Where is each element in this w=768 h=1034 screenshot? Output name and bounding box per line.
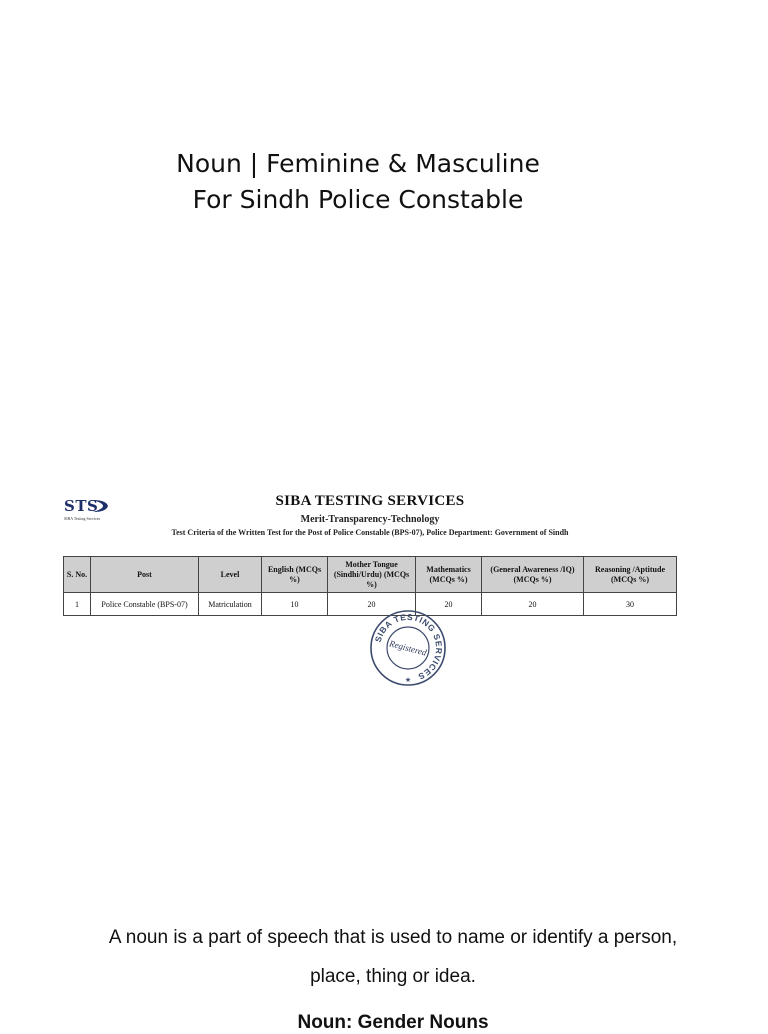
test-criteria-table — [63, 556, 677, 616]
table-cell: Police Constable (BPS-07) — [91, 593, 199, 616]
table-header: S. No. — [64, 557, 91, 593]
title-line-1: Noun | Feminine & Masculine — [176, 149, 540, 178]
table-header: Level — [199, 557, 262, 593]
stamp-center-text: Registered — [388, 638, 428, 658]
table-cell: 1 — [64, 593, 91, 616]
table-cell: 30 — [584, 593, 677, 616]
table-cell: 20 — [328, 593, 416, 616]
table-header: (General Awareness /IQ) (MCQs %) — [482, 557, 584, 593]
table-header-row — [64, 557, 677, 593]
title-line-2: For Sindh Police Constable — [192, 185, 524, 214]
table-header: Mathematics (MCQs %) — [416, 557, 482, 593]
svg-text:★: ★ — [404, 676, 412, 684]
registered-stamp-icon — [368, 608, 448, 688]
logo-subtitle: SIBA Testing Services — [64, 516, 101, 521]
section-subheading: Noun: Gender Nouns — [297, 1012, 489, 1033]
table-header: Mother Tongue (Sindhi/Urdu) (MCQs %) — [328, 557, 416, 593]
stamp-ring-text: SIBA TESTING SERVICES — [372, 611, 445, 682]
org-tagline: Merit-Transparency-Technology — [300, 514, 440, 525]
scanned-notice — [62, 488, 678, 688]
table-cell: 10 — [262, 593, 328, 616]
table-header: Reasoning /Aptitude (MCQs %) — [584, 557, 677, 593]
table-cell: 20 — [416, 593, 482, 616]
org-name: SIBA TESTING SERVICES — [275, 493, 465, 509]
table-cell: 20 — [482, 593, 584, 616]
document-title — [0, 146, 716, 218]
table-header: English (MCQs %) — [262, 557, 328, 593]
criteria-line: Test Criteria of the Written Test for the Post of Police Constable (BPS-07), Police Department: Government of Sindh — [171, 528, 569, 537]
logo-text: STS — [64, 497, 99, 515]
definition-line-1: A noun is a part of speech that is used to name or identify a person, — [108, 927, 678, 948]
definition-line-2: place, thing or idea. — [310, 966, 476, 987]
table-header: Post — [91, 557, 199, 593]
table-cell: Matriculation — [199, 593, 262, 616]
